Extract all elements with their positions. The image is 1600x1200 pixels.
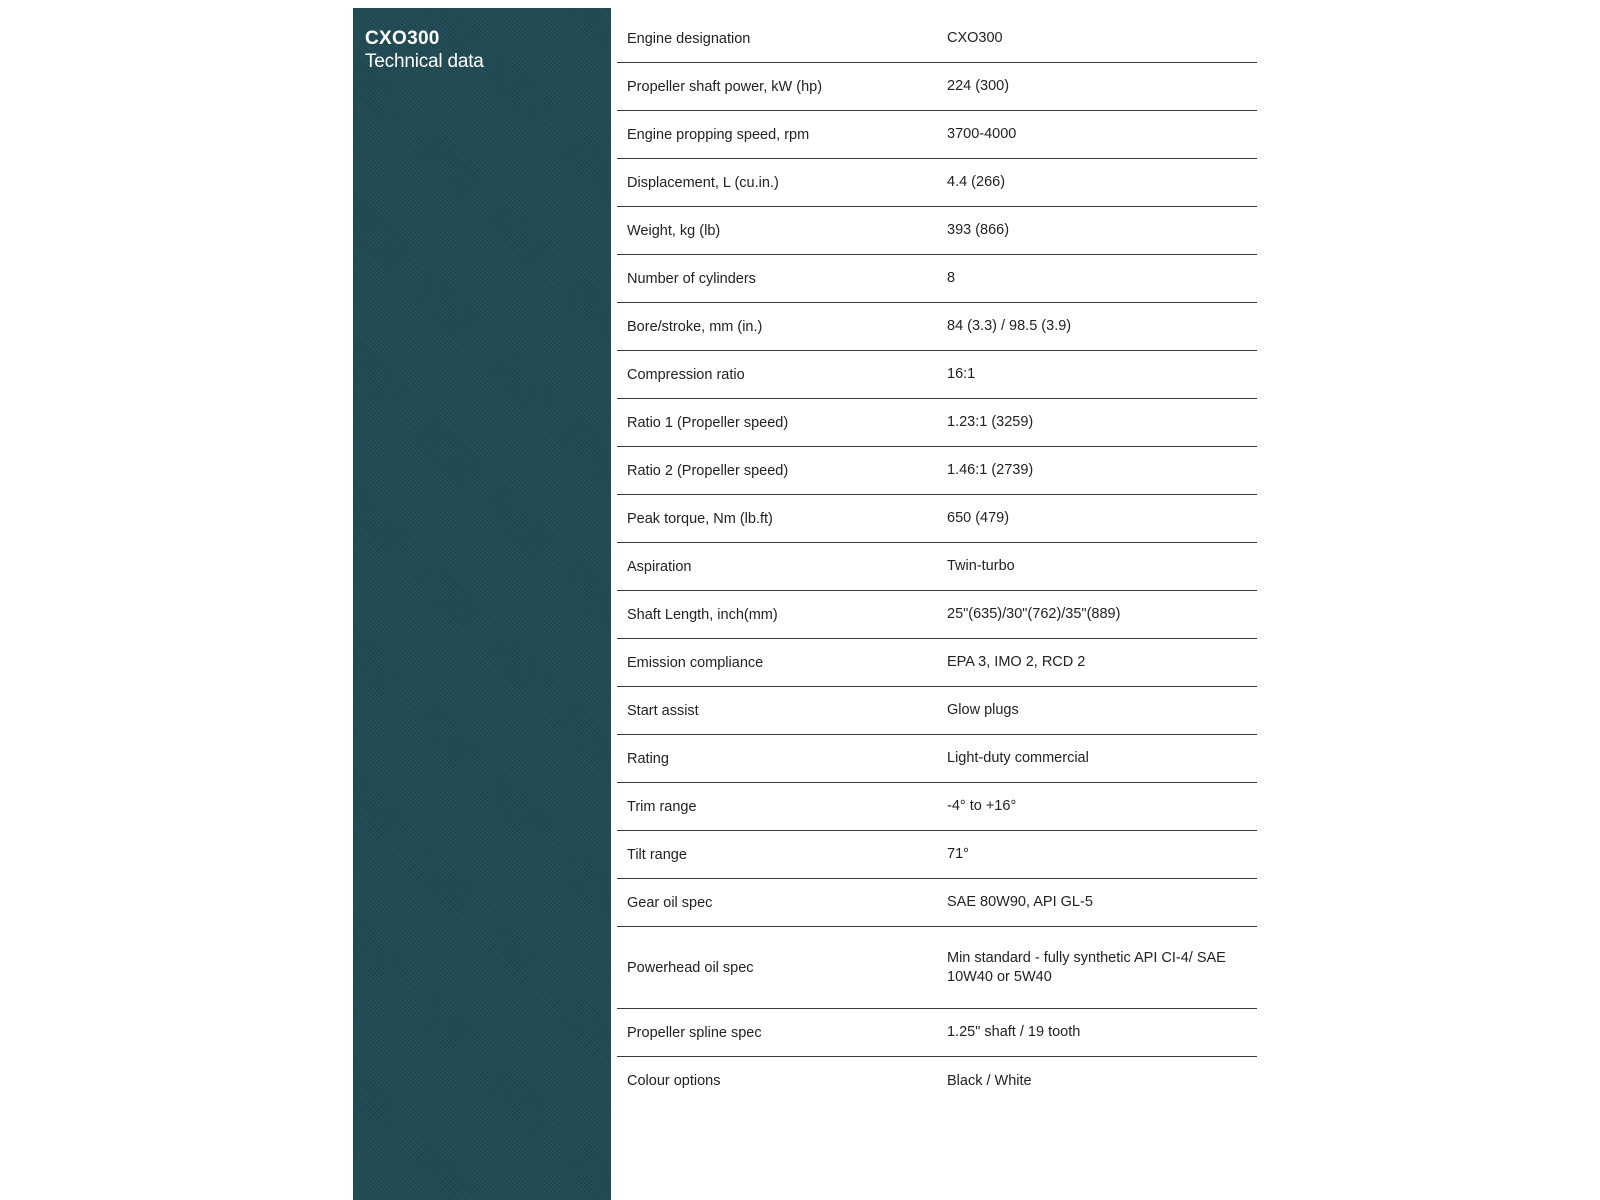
table-row (617, 159, 1257, 207)
spec-table (617, 15, 1257, 1105)
spec-label: Start assist (627, 702, 699, 719)
table-row (617, 591, 1257, 639)
spec-value: 1.25" shaft / 19 tooth (947, 1024, 1081, 1040)
spec-label: Propeller shaft power, kW (hp) (627, 78, 823, 95)
spec-label: Shaft Length, inch(mm) (627, 606, 778, 623)
spec-label: Tilt range (627, 846, 687, 863)
table-row (617, 111, 1257, 159)
spec-value: Twin-turbo (947, 558, 1015, 574)
table-row (617, 351, 1257, 399)
spec-label: Colour options (627, 1073, 721, 1089)
table-row (617, 1057, 1257, 1105)
spec-value: 25"(635)/30"(762)/35"(889) (947, 606, 1121, 622)
spec-label: Emission compliance (627, 654, 764, 671)
spec-value: -4° to +16° (947, 798, 1017, 814)
spec-value: EPA 3, IMO 2, RCD 2 (947, 654, 1086, 670)
spec-label: Propeller spline spec (627, 1024, 762, 1041)
table-row (617, 1009, 1257, 1057)
technical-data-panel (353, 8, 611, 1200)
table-row (617, 927, 1257, 1009)
table-row (617, 783, 1257, 831)
spec-label: Number of cylinders (627, 270, 756, 287)
spec-label: Engine propping speed, rpm (627, 126, 810, 143)
table-row (617, 15, 1257, 63)
spec-value: Min standard - fully synthetic API CI-4/ SAE 10W40 or 5W40 (947, 949, 1226, 985)
spec-value: 16:1 (947, 366, 976, 382)
spec-label: Displacement, L (cu.in.) (627, 174, 779, 191)
spec-value: 71° (947, 846, 969, 862)
panel-title: CXO300 (365, 28, 440, 49)
table-row (617, 639, 1257, 687)
table-row (617, 447, 1257, 495)
spec-value: Glow plugs (947, 702, 1019, 718)
table-row (617, 63, 1257, 111)
table-row (617, 543, 1257, 591)
table-row (617, 207, 1257, 255)
table-row (617, 687, 1257, 735)
spec-label: Peak torque, Nm (lb.ft) (627, 510, 773, 527)
spec-value: 4.4 (266) (947, 174, 1006, 190)
spec-value: 1.23:1 (3259) (947, 414, 1034, 430)
spec-label: Ratio 1 (Propeller speed) (627, 414, 789, 431)
spec-label: Trim range (627, 798, 697, 815)
spec-value: 3700-4000 (947, 126, 1017, 142)
spec-value: 84 (3.3) / 98.5 (3.9) (947, 318, 1072, 334)
panel-subtitle: Technical data (365, 51, 484, 72)
table-row (617, 735, 1257, 783)
spec-label: Gear oil spec (627, 894, 713, 911)
table-row (617, 303, 1257, 351)
spec-label: Rating (627, 750, 669, 767)
spec-value: 393 (866) (947, 222, 1010, 238)
spec-value: 224 (300) (947, 78, 1010, 94)
spec-label: Ratio 2 (Propeller speed) (627, 462, 789, 479)
spec-label: Weight, kg (lb) (627, 222, 721, 239)
spec-label: Engine designation (627, 30, 751, 47)
table-row (617, 255, 1257, 303)
spec-value: 1.46:1 (2739) (947, 462, 1034, 478)
spec-label: Powerhead oil spec (627, 959, 754, 976)
spec-label: Bore/stroke, mm (in.) (627, 318, 763, 335)
table-row (617, 879, 1257, 927)
table-row (617, 831, 1257, 879)
spec-value: SAE 80W90, API GL-5 (947, 894, 1093, 910)
spec-label: Compression ratio (627, 366, 745, 383)
spec-value: Light-duty commercial (947, 750, 1089, 766)
spec-label: Aspiration (627, 558, 692, 575)
spec-value: 650 (479) (947, 510, 1010, 526)
table-row (617, 495, 1257, 543)
table-row (617, 399, 1257, 447)
spec-value: Black / White (947, 1072, 1032, 1089)
spec-value: CXO300 (947, 30, 1003, 46)
spec-value: 8 (947, 270, 956, 286)
